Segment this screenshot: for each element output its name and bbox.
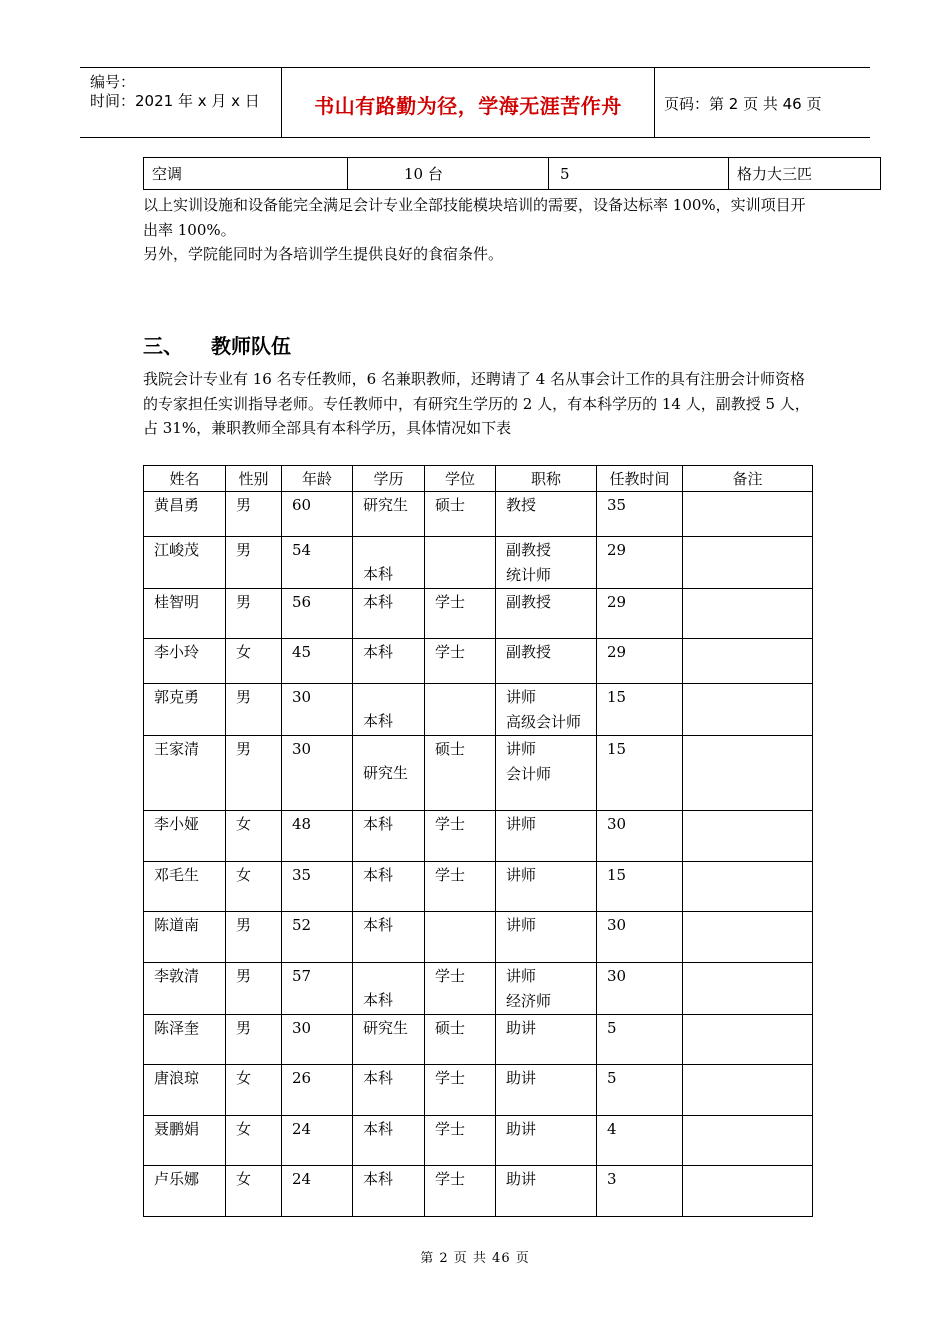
cell-note (683, 1116, 813, 1166)
cell-education: 本科 (353, 684, 425, 736)
title-primary: 讲师 (506, 866, 537, 884)
table-row (144, 492, 813, 537)
title-primary: 讲师 (506, 688, 537, 706)
cell-years: 29 (597, 639, 683, 684)
cell-gender: 男 (226, 1015, 282, 1065)
column-header: 任教时间 (597, 466, 683, 492)
cell-age: 30 (282, 1015, 353, 1065)
cell-gender: 男 (226, 963, 282, 1015)
title-primary: 讲师 (506, 815, 537, 833)
cell-age: 24 (282, 1166, 353, 1217)
cell-age: 56 (282, 589, 353, 639)
title-primary: 副教授 (506, 593, 552, 611)
cell-education: 本科 (353, 589, 425, 639)
cell-note (683, 537, 813, 589)
cell-degree: 学士 (425, 862, 496, 912)
section-number: 三、 (143, 334, 183, 358)
cell-years: 30 (597, 912, 683, 963)
cell-note (683, 912, 813, 963)
table-row (144, 1065, 813, 1116)
column-header: 性别 (226, 466, 282, 492)
cell-years: 5 (597, 1065, 683, 1116)
cell-title (496, 684, 597, 736)
cell-education: 本科 (353, 811, 425, 862)
cell-degree: 学士 (425, 1166, 496, 1217)
cell-degree (425, 912, 496, 963)
table-row (144, 684, 813, 736)
cell-age: 60 (282, 492, 353, 537)
cell-note (683, 963, 813, 1015)
column-header: 学位 (425, 466, 496, 492)
paragraph-facilities: 以上实训设施和设备能完全满足会计专业全部技能模块培训的需要，设备达标率 100%，实训项目开出率 100%。 (143, 196, 806, 239)
table-row (144, 811, 813, 862)
cell-name: 李小玲 (144, 639, 226, 684)
cell-title (496, 589, 597, 639)
cell-title (496, 862, 597, 912)
table-row (144, 158, 881, 190)
title-secondary: 统计师 (506, 566, 552, 584)
cell-name: 李敦清 (144, 963, 226, 1015)
cell-age: 52 (282, 912, 353, 963)
cell-education: 本科 (353, 862, 425, 912)
equipment-table (143, 157, 881, 190)
title-primary: 助讲 (506, 1170, 537, 1188)
table-row (144, 589, 813, 639)
table-row (144, 736, 813, 811)
time-label: 时间：2021 年 x 月 x 日 (90, 92, 260, 110)
header-page-info: 页码：第 2 页 共 46 页 (664, 95, 822, 113)
cell-age: 57 (282, 963, 353, 1015)
equipment-count: 5 (549, 158, 729, 190)
cell-age: 30 (282, 736, 353, 811)
column-header: 职称 (496, 466, 597, 492)
cell-gender: 男 (226, 684, 282, 736)
cell-gender: 女 (226, 862, 282, 912)
cell-gender: 女 (226, 1166, 282, 1217)
cell-title (496, 492, 597, 537)
table-row (144, 639, 813, 684)
table-row (144, 1015, 813, 1065)
cell-education: 研究生 (353, 736, 425, 811)
page-footer: 第 2 页 共 46 页 (420, 1251, 530, 1266)
column-header: 学历 (353, 466, 425, 492)
cell-age: 45 (282, 639, 353, 684)
cell-title (496, 963, 597, 1015)
cell-age: 54 (282, 537, 353, 589)
cell-years: 3 (597, 1166, 683, 1217)
cell-gender: 女 (226, 1116, 282, 1166)
cell-degree: 学士 (425, 963, 496, 1015)
equipment-name: 空调 (144, 158, 348, 190)
cell-note (683, 736, 813, 811)
cell-education: 研究生 (353, 492, 425, 537)
cell-title (496, 1166, 597, 1217)
equipment-brand: 格力大三匹 (729, 158, 881, 190)
cell-note (683, 862, 813, 912)
cell-education: 本科 (353, 963, 425, 1015)
cell-name: 郭克勇 (144, 684, 226, 736)
table-row (144, 1116, 813, 1166)
cell-age: 48 (282, 811, 353, 862)
cell-name: 卢乐娜 (144, 1166, 226, 1217)
cell-name: 聂鹏娟 (144, 1116, 226, 1166)
cell-note (683, 1015, 813, 1065)
cell-gender: 女 (226, 811, 282, 862)
cell-years: 29 (597, 537, 683, 589)
cell-gender: 男 (226, 912, 282, 963)
faculty-table (143, 465, 813, 1217)
cell-education: 本科 (353, 1166, 425, 1217)
cell-note (683, 1166, 813, 1217)
cell-degree: 学士 (425, 589, 496, 639)
cell-title (496, 537, 597, 589)
cell-education: 本科 (353, 912, 425, 963)
title-secondary: 经济师 (506, 992, 552, 1010)
cell-degree: 学士 (425, 1116, 496, 1166)
cell-note (683, 811, 813, 862)
cell-gender: 男 (226, 492, 282, 537)
cell-degree (425, 684, 496, 736)
cell-name: 桂智明 (144, 589, 226, 639)
cell-name: 江峻茂 (144, 537, 226, 589)
equipment-quantity: 10 台 (348, 158, 549, 190)
cell-years: 30 (597, 963, 683, 1015)
header-divider (654, 68, 655, 137)
cell-note (683, 589, 813, 639)
cell-note (683, 492, 813, 537)
cell-gender: 男 (226, 537, 282, 589)
cell-degree (425, 537, 496, 589)
cell-name: 陈道南 (144, 912, 226, 963)
cell-education: 本科 (353, 639, 425, 684)
cell-note (683, 639, 813, 684)
title-secondary: 高级会计师 (506, 713, 582, 731)
title-primary: 教授 (506, 496, 537, 514)
cell-name: 王家清 (144, 736, 226, 811)
title-primary: 助讲 (506, 1019, 537, 1037)
title-secondary: 会计师 (506, 765, 552, 783)
cell-degree: 学士 (425, 639, 496, 684)
cell-title (496, 736, 597, 811)
cell-name: 李小娅 (144, 811, 226, 862)
cell-education: 本科 (353, 537, 425, 589)
cell-years: 35 (597, 492, 683, 537)
cell-degree: 硕士 (425, 1015, 496, 1065)
cell-education: 本科 (353, 1116, 425, 1166)
column-header: 年龄 (282, 466, 353, 492)
cell-title (496, 912, 597, 963)
cell-gender: 男 (226, 589, 282, 639)
title-primary: 讲师 (506, 740, 537, 758)
cell-age: 24 (282, 1116, 353, 1166)
cell-degree: 学士 (425, 1065, 496, 1116)
column-header: 姓名 (144, 466, 226, 492)
cell-years: 4 (597, 1116, 683, 1166)
table-row (144, 537, 813, 589)
table-header-row (144, 466, 813, 492)
cell-note (683, 684, 813, 736)
cell-title (496, 1116, 597, 1166)
title-primary: 副教授 (506, 541, 552, 559)
header-motto: 书山有路勤为径，学海无涯苦作舟 (314, 94, 622, 118)
section-heading (143, 330, 291, 359)
cell-education: 研究生 (353, 1015, 425, 1065)
table-row (144, 862, 813, 912)
cell-years: 15 (597, 684, 683, 736)
cell-note (683, 1065, 813, 1116)
title-primary: 助讲 (506, 1120, 537, 1138)
cell-name: 陈泽奎 (144, 1015, 226, 1065)
column-header: 备注 (683, 466, 813, 492)
title-primary: 讲师 (506, 916, 537, 934)
cell-name: 唐浪琼 (144, 1065, 226, 1116)
cell-degree: 硕士 (425, 736, 496, 811)
paragraph-faculty: 我院会计专业有 16 名专任教师，6 名兼职教师，还聘请了 4 名从事会计工作的具有注册会计师资格的专家担任实训指导老师。专任教师中，有研究生学历的 2 人，有本科学历的 14 人，副教授 5 人，占 31%，兼职教师全部具有本科学历，具体情况如下表 (143, 370, 810, 437)
header-meta (90, 73, 260, 111)
cell-years: 29 (597, 589, 683, 639)
cell-age: 30 (282, 684, 353, 736)
title-primary: 讲师 (506, 967, 537, 985)
cell-age: 26 (282, 1065, 353, 1116)
cell-gender: 女 (226, 639, 282, 684)
cell-name: 黄昌勇 (144, 492, 226, 537)
table-row (144, 963, 813, 1015)
page-header (80, 67, 870, 138)
cell-degree: 学士 (425, 811, 496, 862)
cell-gender: 女 (226, 1065, 282, 1116)
cell-title (496, 811, 597, 862)
cell-title (496, 639, 597, 684)
title-primary: 副教授 (506, 643, 552, 661)
cell-years: 5 (597, 1015, 683, 1065)
number-label: 编号： (90, 73, 136, 91)
cell-education: 本科 (353, 1065, 425, 1116)
table-row (144, 1166, 813, 1217)
cell-years: 15 (597, 862, 683, 912)
cell-years: 15 (597, 736, 683, 811)
cell-name: 邓毛生 (144, 862, 226, 912)
cell-degree: 硕士 (425, 492, 496, 537)
cell-title (496, 1015, 597, 1065)
cell-age: 35 (282, 862, 353, 912)
cell-years: 30 (597, 811, 683, 862)
cell-gender: 男 (226, 736, 282, 811)
cell-title (496, 1065, 597, 1116)
section-title: 教师队伍 (211, 334, 291, 358)
title-primary: 助讲 (506, 1069, 537, 1087)
paragraph-accommodation: 另外，学院能同时为各培训学生提供良好的食宿条件。 (143, 245, 504, 263)
table-row (144, 912, 813, 963)
